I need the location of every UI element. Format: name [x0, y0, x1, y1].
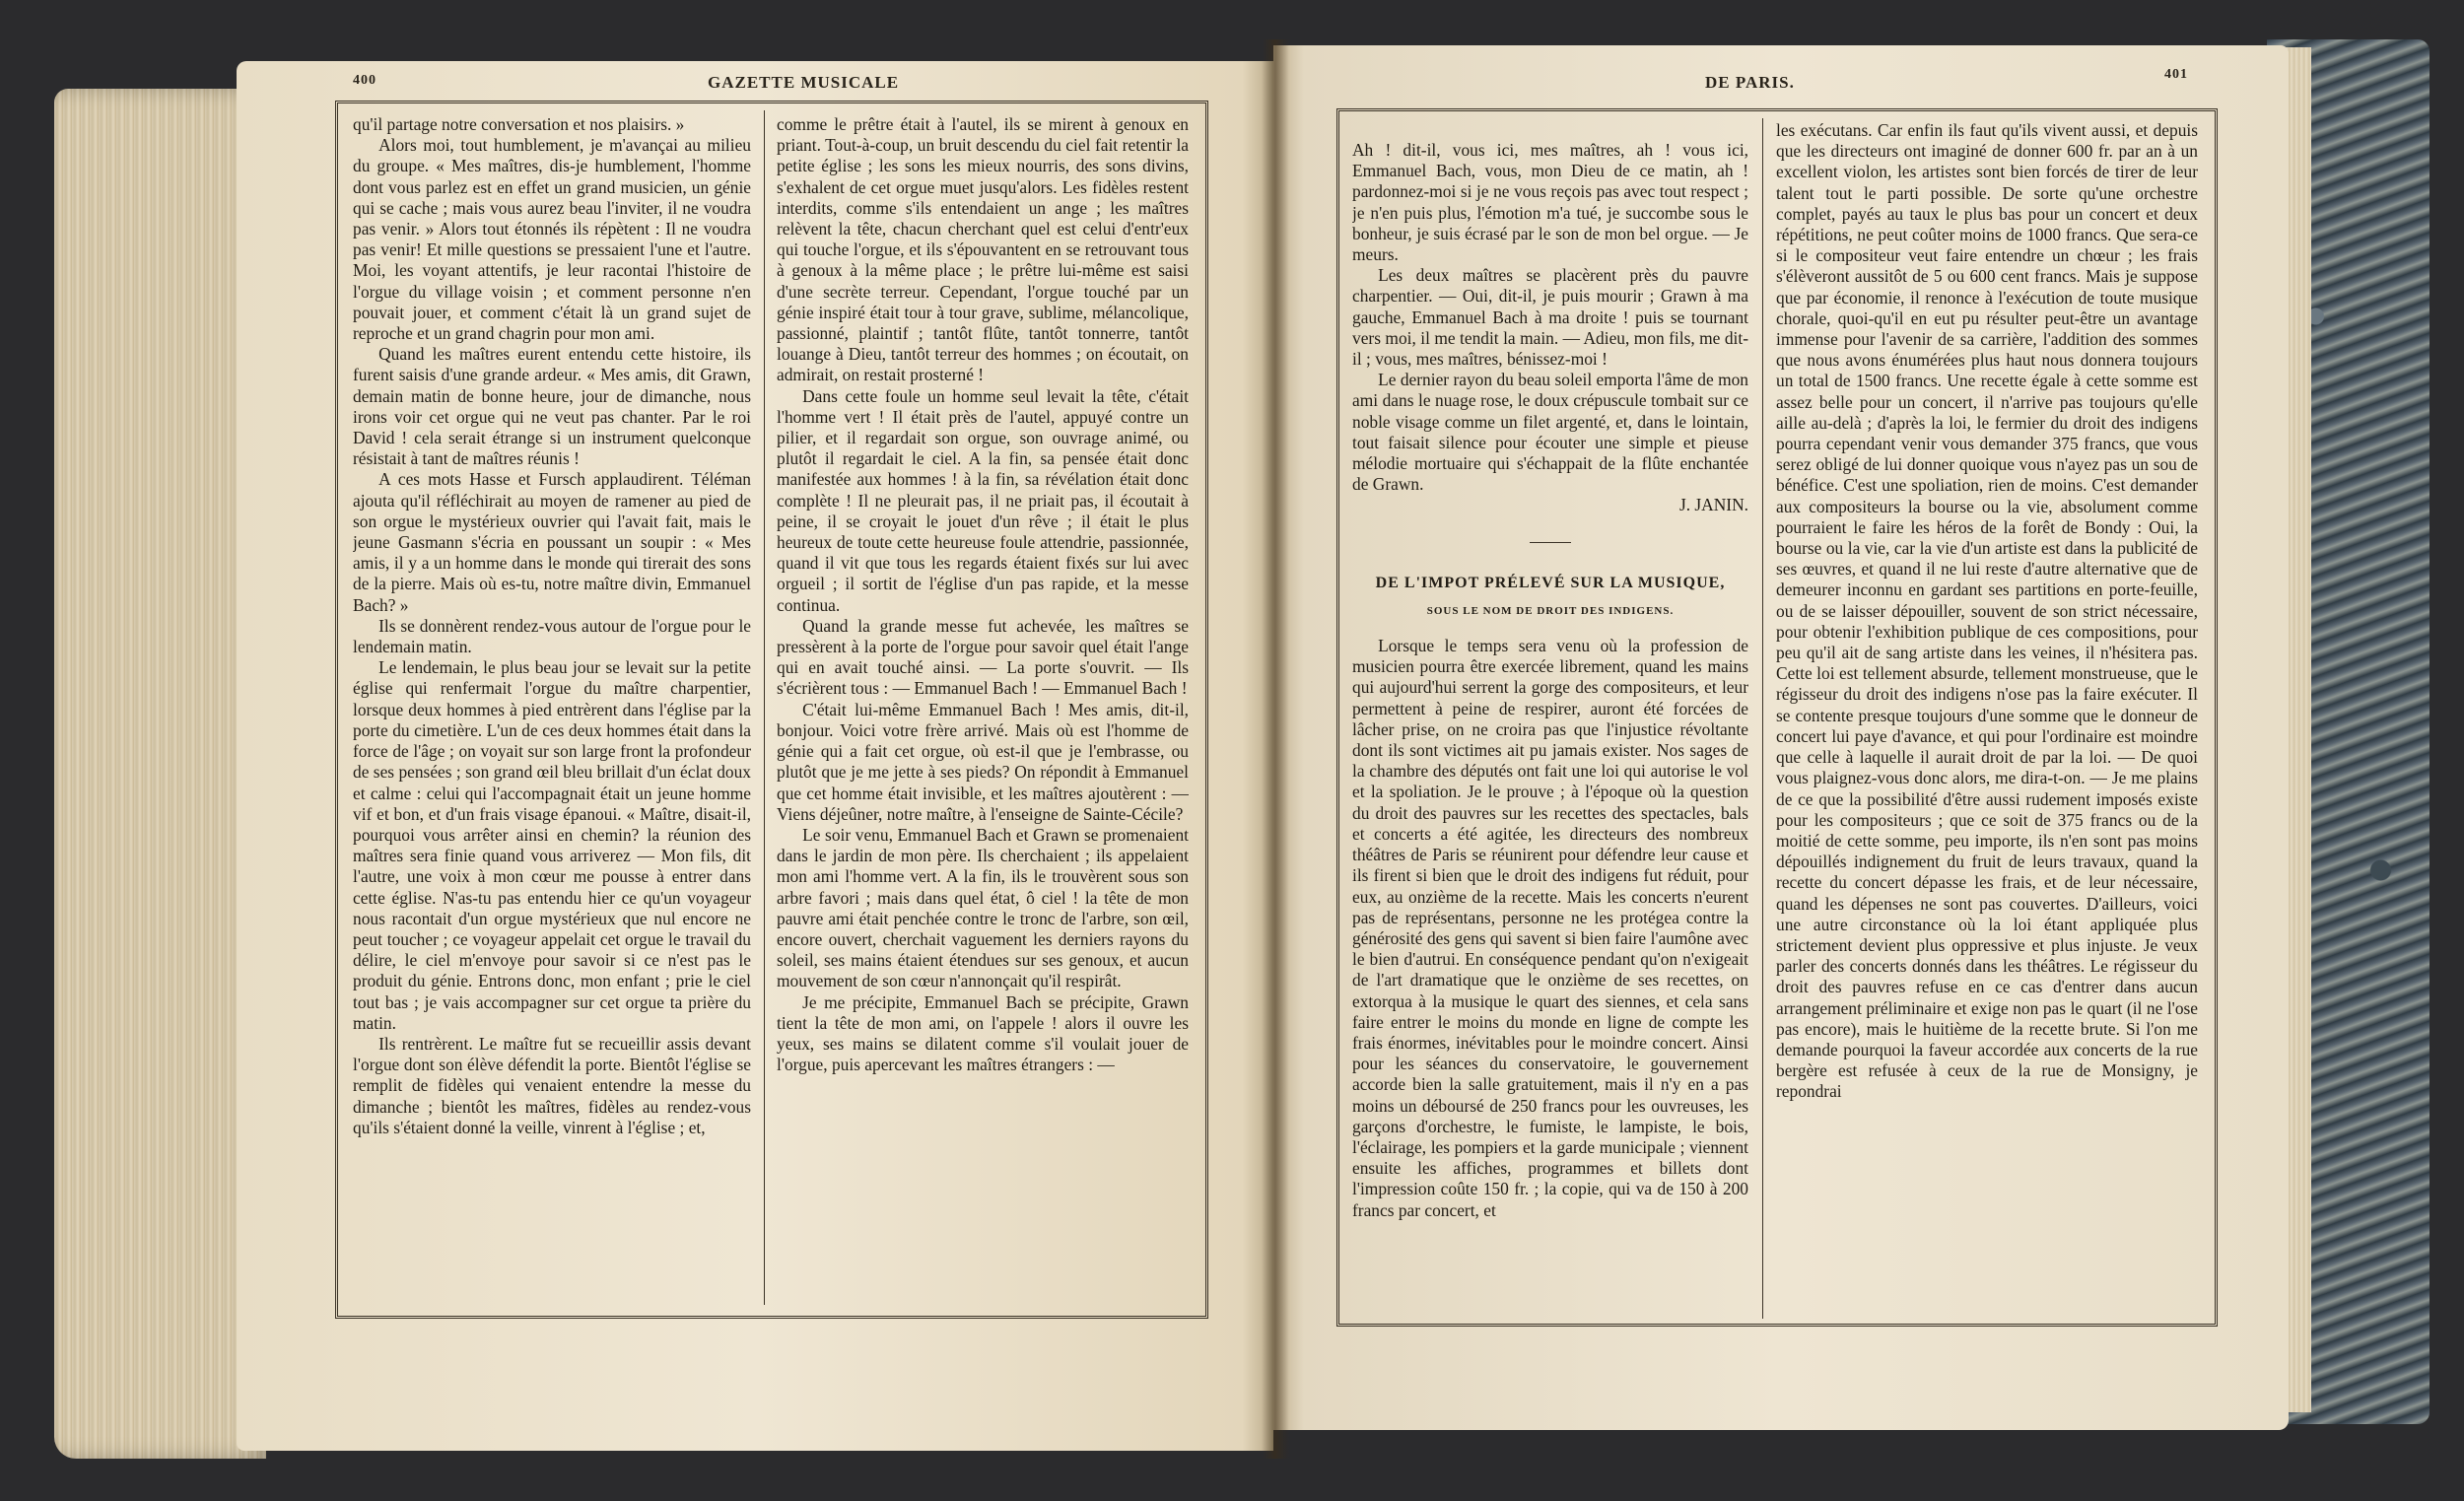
paragraph: Le lendemain, le plus beau jour se levait sur la petite église qui renfermait l'orgue du maître charpentier, lorsque deux hommes à pied entrèrent dans l'église par la porte du cimetière. L'un de ces deux hommes était dans la force de l'âge ; on voyait sur son large front la profondeur de ses pensées ; son grand œil bleu brillait d'un éclat doux et calme : celui qui l'accompagnait était un jeune homme vif et bon, et d'un frais visage épanoui. « Maître, disait-il, pourquoi vous arrêter ainsi en chemin? la réunion des maîtres sera finie quand vous arriverez — Mon fils, dit l'autre, une voix à mon cœur me pousse à entrer dans cette église. N'as-tu pas entendu hier ce qu'un voyageur nous racontait d'un orgue mystérieux que nul encore ne peut toucher ; ce voyageur appelait cet orgue le travail du délire, le ciel m'envoye pour savoir si ce n'est pas le produit du génie. Entrons donc, mon enfant ; prie le ciel tout bas ; je vais accompagner sur cet orgue ta prière du matin.: [353, 657, 751, 1033]
author-signature: J. JANIN.: [1678, 495, 1748, 515]
paragraph: Quand la grande messe fut achevée, les maîtres se pressèrent à la porte de l'orgue pour savoir quel était l'ange qui en avait touché ainsi. — La porte s'ouvrit. — Ils s'écrièrent tous : — Emmanuel Bach ! — Emmanuel Bach !: [777, 615, 1189, 699]
paragraph: Lorsque le temps sera venu où la profession de musicien pourra être exercée librement, quand les mains qui aujourd'hui serrent la gorge des compositeurs, et leur permettent à peine de respirer, auront été forcées de lâcher prise, on ne croira pas que l'injustice révoltante dont ils sont victimes ait pu jamais exister. Nos sages de la chambre des députés ont fait une loi qui autorise le vol et la spoliation. Je le prouve ; à l'époque où la question du droit des pauvres sur les recettes des spectacles, bals et concerts a été agitée, les directeurs des nombreux théâtres de Paris se réunirent pour défendre leur cause et ils firent si bien que le droit des indigens fut réduit, pour eux, au onzième de la recette. Mais les concerts n'eurent pas de représentans, personne ne les protégea contre la générosité des gens qui savent si bien faire l'aumône avec le bien d'autrui. En conséquence pendant qu'on n'exigeait de l'art dramatique que le onzième de ses recettes, on extorqua à la musique le quart des siennes, et cela sans faire entrer le moins du monde en ligne de compte les frais énormes, inévitables pour le moindre concert. Ainsi pour les séances du conservatoire, le gouvernement accorde bien la salle gratuitement, mais il n'y en a pas moins un déboursé de 250 francs pour les ouvreuses, les garçons d'orchestre, le fumiste, le lampiste, le bois, l'éclairage, les pompiers et la garde municipale ; viennent ensuite les affiches, programmes et billets dont l'impression coûte 150 fr. ; la copie, qui va de 150 à 200 francs par concert, et: [1352, 636, 1748, 1220]
article-title: DE L'IMPOT PRÉLEVÉ SUR LA MUSIQUE,: [1375, 574, 1726, 591]
left-page: [237, 61, 1273, 1451]
paragraph: Ils se donnèrent rendez-vous autour de l'orgue pour le lendemain matin.: [353, 615, 751, 657]
paragraph: C'était lui-même Emmanuel Bach ! Mes amis, dit-il, bonjour. Voici votre frère arrivé. Mais où est l'homme de génie qui a fait cet orgue, où est-il que je l'embrasse, ou plutôt que je me jette à ses pieds? On répondit à Emmanuel que cet homme était invisible, et les maîtres ajoutèrent : — Viens déjeûner, notre maître, à l'enseigne de Sainte-Cécile?: [777, 699, 1189, 824]
paragraph: qu'il partage notre conversation et nos plaisirs. »: [353, 114, 685, 134]
book-gutter: [1262, 39, 1289, 1459]
paragraph: A ces mots Hasse et Fursch applaudirent. Téléman ajouta qu'il réfléchirait au moyen de ramener au pied de son orgue le mystérieux ouvrier qui l'avait fait, mais le jeune Gasmann s'écria en poussant un soupir : « Mes amis, il y a un homme dans le monde qui tirerait des sons de la pierre. Mais où es-tu, notre maître divin, Emmanuel Bach? »: [353, 469, 751, 615]
paragraph: Alors moi, tout humblement, je m'avançai au milieu du groupe. « Mes maîtres, dis-je humblement, l'homme dont vous parlez est en effet un grand musicien, un génie qui se cache ; mais vous aurez beau l'inviter, il ne voudra pas venir. » Alors tout étonnés ils répètent : Il ne voudra pas venir! Et mille questions se pressaient l'une et l'autre. Moi, les voyant attentifs, je leur racontai l'histoire de l'orgue du village voisin ; et comment personne n'en pouvait jouer, et comment c'était là un grand sujet de reproche et un grand chagrin pour mon ami.: [353, 135, 751, 344]
right-column-2: [1776, 120, 2198, 1319]
left-running-head: GAZETTE MUSICALE: [708, 73, 900, 92]
paragraph: Les deux maîtres se placèrent près du pauvre charpentier. — Oui, dit-il, je puis mourir ; Grawn à ma gauche, Emmanuel Bach à ma droite ! puis se tournant vers moi, il me tendit la main. — Adieu, mon fils, me dit-il ; vous, mes maîtres, bénissez-moi !: [1352, 265, 1748, 370]
right-column-rule: [1762, 118, 1763, 1319]
left-page-number: 400: [353, 73, 376, 88]
right-running-head: DE PARIS.: [1705, 73, 1795, 92]
paragraph: les exécutans. Car enfin ils faut qu'ils vivent aussi, et depuis que les directeurs ont imaginé de donner 600 fr. par an à un excellent violon, les artistes sont bien forcés de tirer de leur talent tout le parti possible. De sorte qu'une orchestre complet, payés au taux le plus bas pour un concert et deux répétitions, ne peut coûter moins de 1000 francs. Que sera-ce si le compositeur veut faire entendre un chœur ; les frais s'élèveront aussitôt de 5 ou 600 cent francs. Mais je suppose que par économie, il renonce à l'exécution de toute musique chorale, quoi-qu'il en eut pu résulter peut-être un avantage immense pour l'avenir de sa carrière, l'addition des sommes que nous avons énumérées plus haut nous donnera toujours un total de 1500 francs. Une recette égale à cette somme est assez belle pour un concert, il n'arrive pas toujours qu'elle aille au-delà ; d'après la loi, le fermier du droit des indigens pourra cependant venir vous demander 375 francs, que vous serez obligé de lui donner quoique vous n'ayez pas un sou de bénéfice. C'est une spoliation, rien de moins. C'est demander aux compositeurs la bourse ou la vie, absolument comme pourraient le faire les héros de la forêt de Bondy : Oui, la bourse ou la vie, car la vie d'un artiste est dans la publicité de ses œuvres, et quand il ne lui reste d'autre alternative que de demeurer inconnu en gardant ses partitions en porte-feuille, ou de se laisser dépouiller, souvent de son strict nécessaire, pour obtenir l'exhibition publique de ces compositions, pour peu qu'il ait de sang artiste dans les veines, il n'hésitera pas. Cette loi est tellement absurde, tellement monstrueuse, que le régisseur du droit des indigens n'ose pas la faire exécuter. Il se contente presque toujours d'une somme que le donneur de concert lui paye d'avance, et qui pour l'ordinaire est moindre que celle à laquelle il aurait droit de par la loi. — De quoi vous plaignez-vous donc alors, me dira-t-on. — Je me plains de ce que la possibilité d'être aussi rudement imposés existe pour les compositeurs ; que ce soit de 375 francs ou de la moitié de cette somme, peu importe, ils n'en sont pas moins dépouillés indignement du fruit de leurs travaux, quand la recette du concert dépasse les frais, et de leur nécessaire, quand les dépenses ne sont pas couvertes. D'ailleurs, voici une autre circonstance où la loi étant appliquée plus strictement devient plus oppressive et plus injuste. Je veux parler des concerts donnés dans les théâtres. Le régisseur du droit des pauvres refuse en ce cas d'entrer dans aucun arrangement préliminaire et exige non pas le quart (il ne l'ose pas encore), mais le huitième de la recette brute. Si l'on me demande pourquoi la faveur accordée aux concerts de la rue bergère est refusée à ceux de la rue de Monsigny, je repondrai: [1776, 120, 2198, 1102]
left-column-rule: [764, 110, 765, 1305]
paragraph: Quand les maîtres eurent entendu cette histoire, ils furent saisis d'une grande ardeur. « Mes amis, dit Grawn, demain matin de bonne heure, jour de dimanche, nous irons voir cet orgue qui ne veut pas chanter. Par le roi David ! cela serait étrange si un instrument quelconque résistait à tant de maîtres réunis !: [353, 344, 751, 469]
section-separator: [1530, 542, 1571, 543]
paragraph: Dans cette foule un homme seul levait la tête, c'était l'homme vert ! Il était près de l'autel, appuyé contre un pilier, et il regardait son orgue, son ouvrage animé, ou plutôt il regardait le ciel. A la fin, sa pensée était donc manifestée aux hommes ! à la fin, sa révélation était donc complète ! Il ne pleurait pas, il ne priait pas, il écoutait à peine, il se croyait le jouet d'un rêve ; il était le plus heureux de toute cette heureuse foule attendrie, passionnée, quand il vit que tous les regards étaient fixés sur lui avec orgueil ; il sortit de l'église d'un pas rapide, et la messe continua.: [777, 385, 1189, 615]
paragraph: comme le prêtre était à l'autel, ils se mirent à genoux en priant. Tout-à-coup, un bruit descendu du ciel fait retentir la petite église ; les sons les mieux nourris, des sons divins, s'exhalent de cet orgue muet jusqu'alors. Les fidèles restent interdits, comme s'ils entendaient un ange ; les maîtres relèvent la tête, chacun cherchant quel est celui d'entr'eux qui touche l'orgue, et ils s'épouvantent en se retrouvant tous à genoux à la même place ; le prêtre lui-même est saisi d'une secrète terreur. Cependant, l'orgue touché par un génie inspiré était tour à tour grave, sublime, mélancolique, passionné, plaintif ; tantôt flûte, tantôt tonnerre, tantôt louange à Dieu, tantôt terreur des hommes ; on écoutait, on admirait, on restait prosterné !: [777, 114, 1189, 385]
left-column-1: [353, 114, 751, 1305]
left-column-2: [777, 114, 1189, 1305]
paragraph: Ils rentrèrent. Le maître fut se recueillir assis devant l'orgue dont son élève défendit la porte. Bientôt l'église se remplit de fidèles qui venaient entendre la messe du dimanche ; bientôt les maîtres, fidèles au rendez-vous qu'ils s'étaient donné la veille, vinrent à l'église ; et,: [353, 1033, 751, 1137]
right-page: [1273, 45, 2289, 1430]
paragraph: Le dernier rayon du beau soleil emporta l'âme de mon ami dans le nuage rose, le doux crépuscule tombait sur ce noble visage comme un filet argenté, et, dans le lointain, tout faisait silence pour écouter une simple et pieuse mélodie mortuaire qui s'échappait de la flûte enchantée de Grawn.: [1352, 370, 1748, 495]
right-page-number: 401: [2164, 67, 2188, 82]
paragraph: Ah ! dit-il, vous ici, mes maîtres, ah ! vous ici, Emmanuel Bach, vous, mon Dieu de ce matin, ah ! pardonnez-moi si je ne vous reçois pas avec tout respect ; je n'en puis plus, l'émotion m'a tué, je succombe sous le bonheur, je suis écrasé par le son de mon bel orgue. — Je meurs.: [1352, 140, 1748, 265]
paragraph: Je me précipite, Emmanuel Bach se précipite, Grawn tient la tête de mon ami, on l'appele ! alors il ouvre les yeux, ses mains se dilatent comme s'il voulait jouer de l'orgue, puis apercevant les maîtres étrangers : —: [777, 991, 1189, 1075]
right-column-1: [1352, 140, 1748, 1319]
paragraph: Le soir venu, Emmanuel Bach et Grawn se promenaient dans le jardin de mon père. Ils cherchaient ; ils appelaient mon ami l'homme vert. A la fin, ils le trouvèrent sous son arbre favori ; mais dans quel état, ô ciel ! la tête de mon pauvre ami était penchée contre le tronc de l'arbre, son œil, encore ouvert, cherchait vaguement les derniers rayons du soleil, ses mains étaient étendues sur ses genoux, et aucun mouvement de son cœur n'annonçait qu'il respirât.: [777, 824, 1189, 991]
article-subtitle: SOUS LE NOM DE DROIT DES INDIGENS.: [1426, 604, 1675, 617]
book-page-edges-left: [54, 89, 266, 1459]
